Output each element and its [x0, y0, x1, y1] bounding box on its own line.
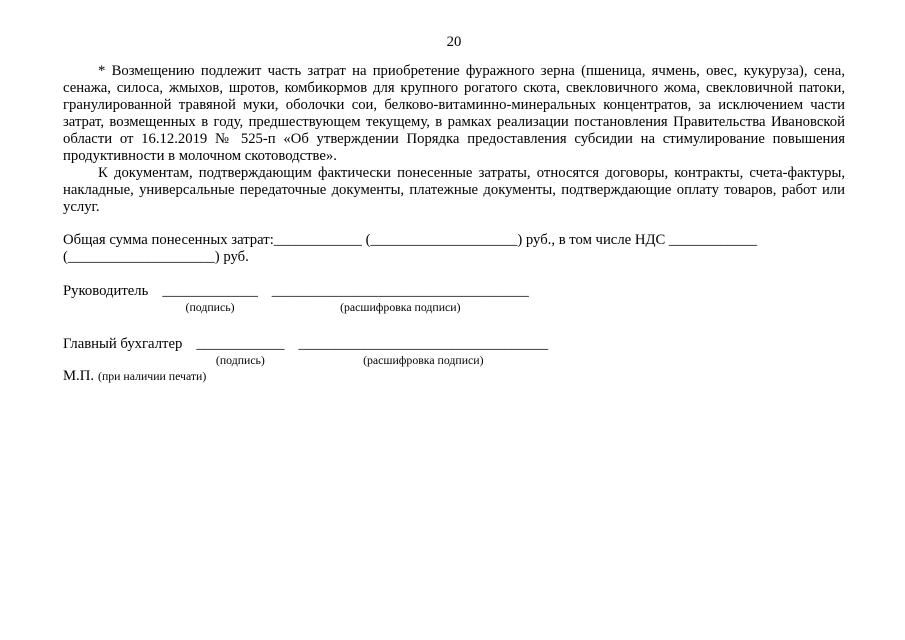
accountant-signature-caption: (подпись): [215, 353, 265, 367]
accountant-signature-blank: ____________: [196, 336, 285, 352]
accountant-name-blank: __________________________________: [298, 336, 549, 352]
director-signature-column: [162, 283, 257, 314]
director-name-column: [272, 283, 529, 314]
paragraph-supporting-documents: К документам, подтверждающим фактически понесенные затраты, относятся договоры, контракты, счета-фактуры, накладные, универсальные передаточные документы, платежные документы, подтверждающие оплату товаров, работ или услуг.: [63, 165, 845, 215]
accountant-name-caption: (расшифровка подписи): [363, 353, 484, 367]
signature-block-director: [63, 283, 845, 314]
director-signature-blank: _____________: [162, 283, 258, 299]
accountant-name-column: [298, 336, 548, 367]
director-name-blank: ___________________________________: [271, 283, 529, 299]
stamp-note: (при наличии печати): [98, 369, 207, 383]
accountant-signature-column: [196, 336, 284, 367]
stamp-label: М.П.: [63, 368, 95, 384]
stamp-line: [63, 368, 845, 385]
page-number: 20: [446, 34, 462, 50]
paragraph-reimbursement-note: * Возмещению подлежит часть затрат на приобретение фуражного зерна (пшеница, ячмень, овес, кукуруза), сена, сенажа, силоса, жмыхов, шротов, комбикормов для крупного рогатого скота, свекловичного жома, свекловичной патоки, гранулированной травяной муки, оболочки сои, белково-витаминно-минеральных концентратов, за исключением части затрат, возмещенных в году, предшествующем текущему, в рамках реализации постановления Правительства Ивановской области от 16.12.2019 № 525-п «Об утверждении Порядка предоставления субсидии на стимулирование повышения продуктивности в молочном скотоводстве».: [63, 63, 845, 164]
total-sum-section: [63, 232, 845, 266]
director-label: Руководитель: [63, 283, 149, 299]
director-signature-caption: (подпись): [185, 300, 235, 314]
total-sum-line-1: Общая сумма понесенных затрат:____________ (____________________) руб., в том числе НДС ____________: [63, 232, 758, 248]
director-name-caption: (расшифровка подписи): [340, 300, 461, 314]
signature-block-accountant: [63, 336, 845, 367]
total-sum-line-2: (____________________) руб.: [63, 249, 249, 265]
accountant-label: Главный бухгалтер: [63, 336, 183, 352]
